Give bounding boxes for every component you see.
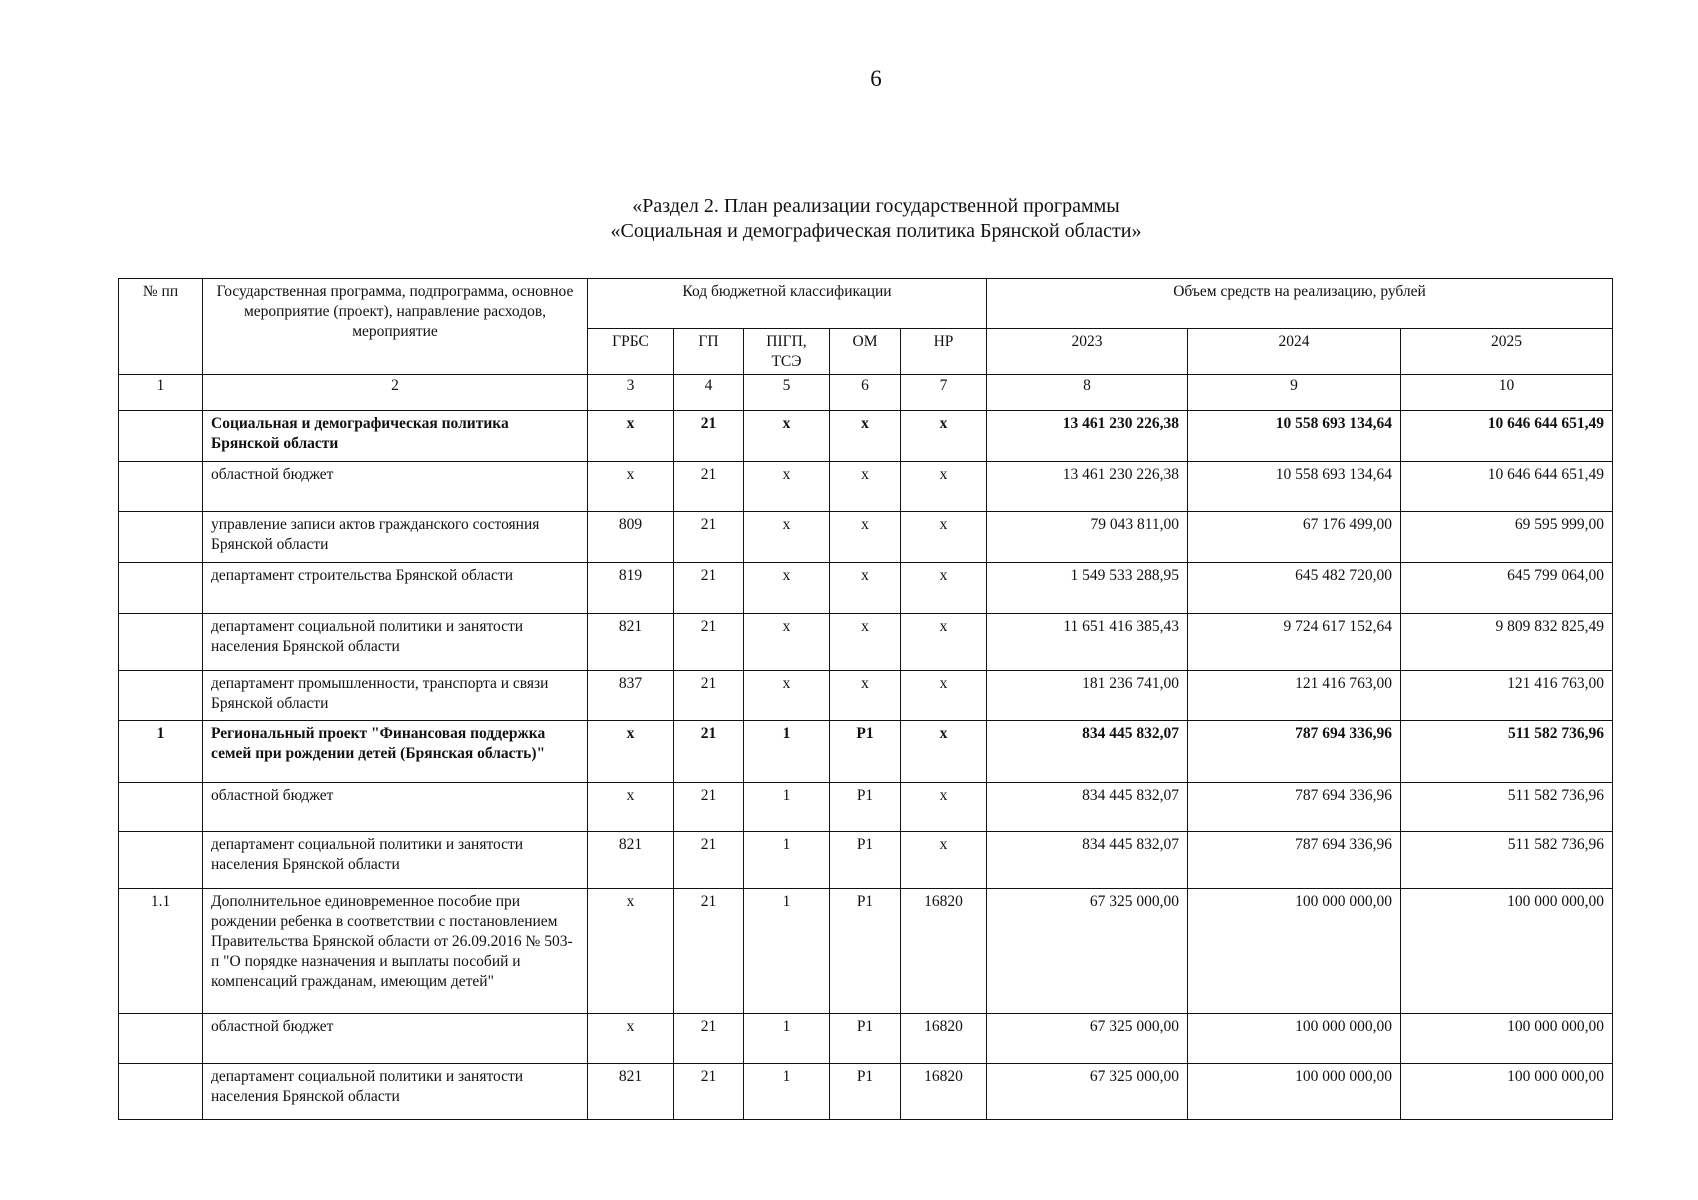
column-number: 3 [588,375,674,411]
cell-om: х [830,614,901,671]
cell-gp: 21 [674,1014,744,1064]
cell-gp: 21 [674,671,744,721]
cell-num [119,512,203,563]
cell-grbs: х [588,411,674,462]
cell-om: х [830,563,901,614]
cell-name: областной бюджет [203,783,588,832]
table-row [119,832,1613,889]
table-row [119,1064,1613,1120]
cell-nr: 16820 [901,1014,987,1064]
cell-2025: 645 799 064,00 [1401,563,1613,614]
document-title-line-2: «Социальная и демографическая политика Брянской области» [610,220,1142,242]
cell-name: областной бюджет [203,1014,588,1064]
cell-2024: 100 000 000,00 [1188,889,1401,1014]
cell-gp: 21 [674,832,744,889]
cell-nr: 16820 [901,889,987,1014]
cell-om: Р1 [830,832,901,889]
cell-gp: 21 [674,721,744,783]
cell-2024: 787 694 336,96 [1188,721,1401,783]
cell-ppgp: х [744,614,830,671]
cell-2025: 100 000 000,00 [1401,1064,1613,1120]
cell-ppgp: 1 [744,783,830,832]
cell-name: управление записи актов гражданского состояния Брянской области [203,512,588,563]
header-funds-group: Объем средств на реализацию, рублей [987,279,1613,329]
cell-2023: 834 445 832,07 [987,832,1188,889]
cell-2024: 67 176 499,00 [1188,512,1401,563]
table-row [119,512,1613,563]
cell-2023: 11 651 416 385,43 [987,614,1188,671]
table-row [119,721,1613,783]
header-code-group: Код бюджетной классификации [588,279,987,329]
cell-2023: 1 549 533 288,95 [987,563,1188,614]
column-number: 4 [674,375,744,411]
header-2023: 2023 [987,329,1188,375]
cell-grbs: 809 [588,512,674,563]
header-num: № пп [119,279,203,375]
header-name: Государственная программа, подпрограмма, основное мероприятие (проект), направление расходов, мероприятие [203,279,588,375]
cell-name: Дополнительное единовременное пособие при рождении ребенка в соответствии с постановлением Правительства Брянской области от 26.09.2016 № 503-п "О порядке назначения и выплаты пособий и компенсаций гражданам, имеющим детей" [203,889,588,1014]
column-number: 8 [987,375,1188,411]
header-grbs: ГРБС [588,329,674,375]
cell-gp: 21 [674,889,744,1014]
cell-gp: 21 [674,411,744,462]
cell-grbs: х [588,783,674,832]
header-2024: 2024 [1188,329,1401,375]
cell-ppgp: х [744,411,830,462]
cell-num [119,832,203,889]
cell-nr: х [901,671,987,721]
cell-nr: х [901,411,987,462]
document-title [440,194,1312,244]
table-row [119,1014,1613,1064]
cell-name: областной бюджет [203,462,588,512]
table-row [119,671,1613,721]
cell-grbs: 819 [588,563,674,614]
cell-gp: 21 [674,1064,744,1120]
cell-2025: 511 582 736,96 [1401,783,1613,832]
header-2025: 2025 [1401,329,1613,375]
cell-2025: 10 646 644 651,49 [1401,411,1613,462]
cell-2024: 787 694 336,96 [1188,783,1401,832]
cell-name: департамент социальной политики и занятости населения Брянской области [203,1064,588,1120]
cell-ppgp: х [744,563,830,614]
cell-2023: 13 461 230 226,38 [987,411,1188,462]
cell-ppgp: 1 [744,832,830,889]
column-number: 1 [119,375,203,411]
cell-num: 1.1 [119,889,203,1014]
cell-num [119,1014,203,1064]
cell-2025: 100 000 000,00 [1401,889,1613,1014]
cell-2023: 181 236 741,00 [987,671,1188,721]
cell-nr: х [901,783,987,832]
cell-gp: 21 [674,563,744,614]
cell-ppgp: х [744,512,830,563]
table-row [119,462,1613,512]
cell-num [119,1064,203,1120]
cell-name: департамент строительства Брянской области [203,563,588,614]
cell-nr: х [901,563,987,614]
table-row [119,783,1613,832]
cell-2023: 13 461 230 226,38 [987,462,1188,512]
cell-ppgp: 1 [744,1014,830,1064]
cell-nr: 16820 [901,1064,987,1120]
cell-name: Социальная и демографическая политика Брянской области [203,411,588,462]
cell-2025: 511 582 736,96 [1401,721,1613,783]
cell-grbs: 837 [588,671,674,721]
cell-2024: 100 000 000,00 [1188,1064,1401,1120]
cell-num [119,783,203,832]
cell-name: департамент социальной политики и занятости населения Брянской области [203,614,588,671]
cell-num [119,462,203,512]
cell-ppgp: 1 [744,1064,830,1120]
column-number: 6 [830,375,901,411]
table-row [119,411,1613,462]
cell-om: Р1 [830,721,901,783]
cell-gp: 21 [674,783,744,832]
cell-2024: 10 558 693 134,64 [1188,462,1401,512]
header-om: ОМ [830,329,901,375]
cell-om: Р1 [830,1064,901,1120]
cell-grbs: х [588,1014,674,1064]
cell-2023: 67 325 000,00 [987,889,1188,1014]
cell-grbs: 821 [588,614,674,671]
cell-num: 1 [119,721,203,783]
cell-2023: 67 325 000,00 [987,1064,1188,1120]
cell-gp: 21 [674,512,744,563]
cell-grbs: 821 [588,1064,674,1120]
cell-2024: 9 724 617 152,64 [1188,614,1401,671]
cell-2023: 834 445 832,07 [987,783,1188,832]
cell-om: х [830,512,901,563]
cell-om: Р1 [830,783,901,832]
cell-gp: 21 [674,462,744,512]
cell-name: департамент промышленности, транспорта и связи Брянской области [203,671,588,721]
cell-2025: 9 809 832 825,49 [1401,614,1613,671]
cell-2023: 67 325 000,00 [987,1014,1188,1064]
cell-nr: х [901,721,987,783]
cell-gp: 21 [674,614,744,671]
cell-grbs: х [588,721,674,783]
cell-ppgp: 1 [744,721,830,783]
cell-name: Региональный проект "Финансовая поддержка семей при рождении детей (Брянская область)" [203,721,588,783]
table-row [119,614,1613,671]
document-title-line-1: «Раздел 2. План реализации государственной программы [632,195,1120,217]
cell-om: Р1 [830,889,901,1014]
cell-om: х [830,671,901,721]
table-row [119,563,1613,614]
implementation-plan-table [118,278,1613,1120]
cell-2025: 121 416 763,00 [1401,671,1613,721]
cell-ppgp: х [744,462,830,512]
header-ppgp: ПІГП, ТСЭ [744,329,830,375]
cell-2025: 511 582 736,96 [1401,832,1613,889]
column-number: 9 [1188,375,1401,411]
column-number: 7 [901,375,987,411]
cell-2025: 100 000 000,00 [1401,1014,1613,1064]
cell-2023: 834 445 832,07 [987,721,1188,783]
cell-om: Р1 [830,1014,901,1064]
cell-nr: х [901,614,987,671]
cell-num [119,671,203,721]
table-row [119,889,1613,1014]
cell-nr: х [901,512,987,563]
cell-2024: 100 000 000,00 [1188,1014,1401,1064]
column-number: 5 [744,375,830,411]
cell-2024: 787 694 336,96 [1188,832,1401,889]
column-number: 2 [203,375,588,411]
header-gp: ГП [674,329,744,375]
cell-nr: х [901,462,987,512]
cell-num [119,411,203,462]
cell-2024: 10 558 693 134,64 [1188,411,1401,462]
cell-name: департамент социальной политики и занятости населения Брянской области [203,832,588,889]
cell-grbs: х [588,889,674,1014]
header-nr: НР [901,329,987,375]
cell-2024: 645 482 720,00 [1188,563,1401,614]
cell-grbs: х [588,462,674,512]
column-number: 10 [1401,375,1613,411]
cell-2024: 121 416 763,00 [1188,671,1401,721]
cell-om: х [830,462,901,512]
cell-num [119,563,203,614]
cell-grbs: 821 [588,832,674,889]
cell-2023: 79 043 811,00 [987,512,1188,563]
cell-ppgp: х [744,671,830,721]
cell-2025: 10 646 644 651,49 [1401,462,1613,512]
cell-ppgp: 1 [744,889,830,1014]
cell-2025: 69 595 999,00 [1401,512,1613,563]
cell-num [119,614,203,671]
cell-om: х [830,411,901,462]
page-number: 6 [870,66,882,91]
cell-nr: х [901,832,987,889]
